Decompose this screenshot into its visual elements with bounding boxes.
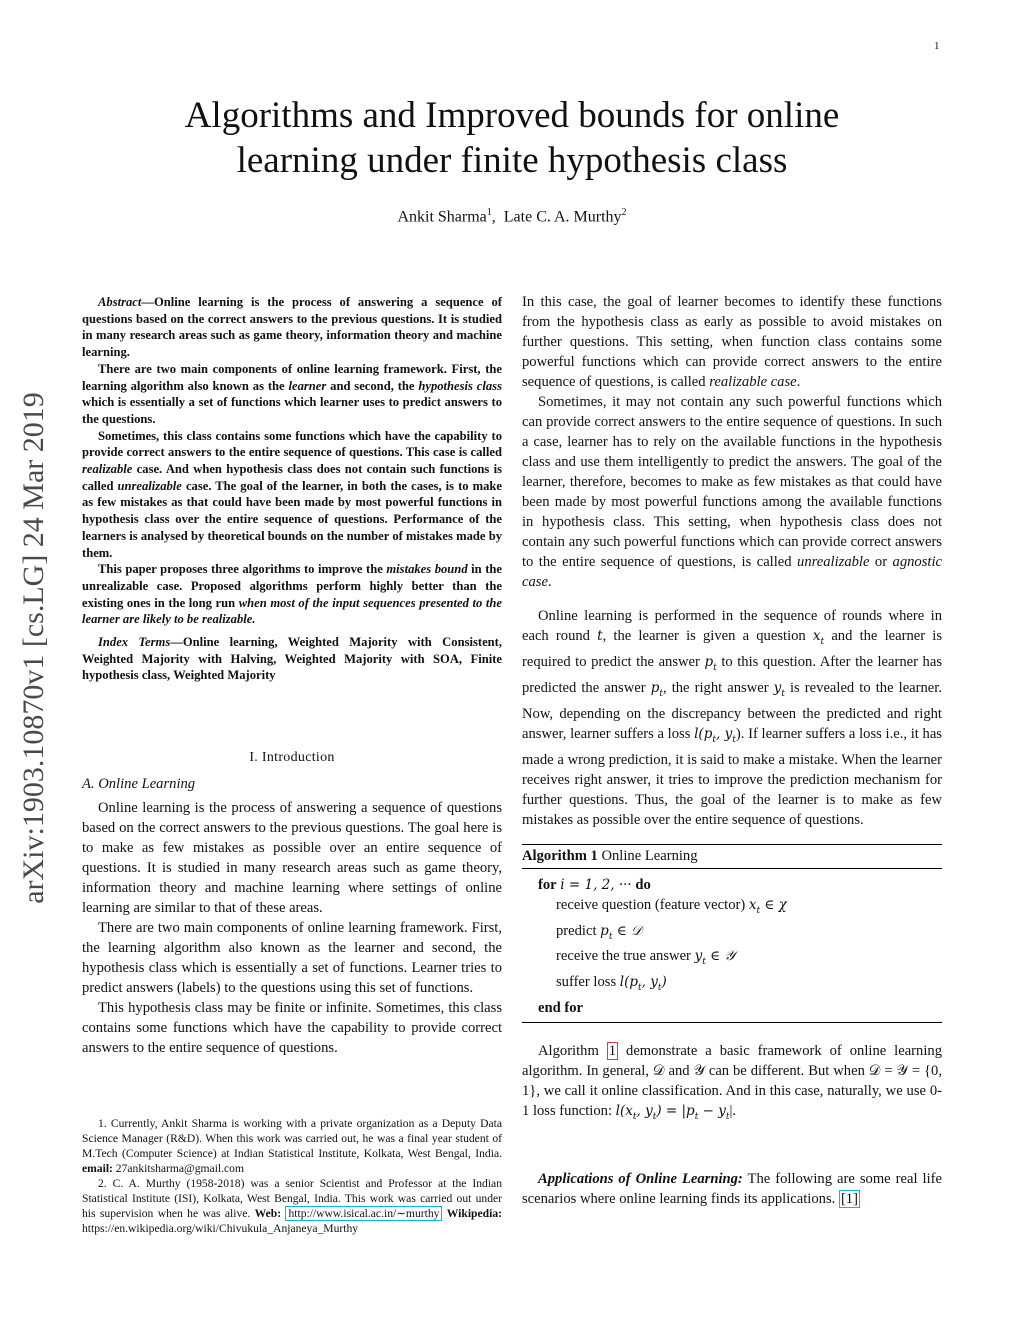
- page-number: 1: [934, 40, 940, 52]
- algo-l3-math: y: [694, 948, 703, 965]
- applications-paragraph: [522, 1169, 942, 1209]
- abstract-p2c: which is essentially a set of functions which learner uses to predict answers to the questions.: [82, 395, 502, 426]
- after-a1: Algorithm: [538, 1043, 607, 1060]
- abstract-p2b: and second, the: [326, 378, 419, 393]
- abstract-label: Abstract: [98, 295, 142, 309]
- math-loss: l(p: [694, 725, 713, 742]
- algorithm-label: Algorithm 1: [522, 847, 598, 864]
- p3-5: , the right answer: [662, 679, 774, 696]
- algo-line-2: predict $p_t$ ∈ 𝒟: [556, 922, 642, 942]
- title-line-1: Algorithms and Improved bounds for online: [184, 95, 840, 136]
- for-condition: i = 1, 2, ···: [560, 876, 632, 893]
- citation-1-link[interactable]: [1]: [840, 1191, 858, 1208]
- or-word: or: [869, 554, 893, 570]
- math-t: t: [597, 628, 603, 644]
- intro-p1: Online learning is the process of answering a sequence of questions based on the correct answers to the previous questions. The goal here is to make as few mistakes as possible over an entire sequence of questions. It is studied in many research areas such as game theory, information theory and machine learning where settings of online learning are similar to that of these areas.: [82, 800, 502, 916]
- algo-l3-tail: ∈ 𝒴: [705, 948, 735, 965]
- subsection-heading: A. Online Learning: [82, 776, 196, 792]
- applications-text: The following are some real life scenarios where online learning finds its applications.: [522, 1171, 942, 1208]
- p3-6: is revealed to the learner. Now, depending on the discrepancy between the predicted and right answer, learner suffers a loss: [522, 679, 942, 742]
- algo-line-3: receive the true answer $y_t$ ∈ 𝒴: [556, 948, 735, 968]
- algo-l4: suffer loss: [556, 974, 620, 991]
- right-p1-end: .: [796, 374, 801, 390]
- algorithm-box: [522, 844, 942, 1024]
- algorithm-1-ref-link[interactable]: 1: [608, 1043, 617, 1060]
- after-a2: demonstrate a basic framework of online learning algorithm. In general, 𝒟 and 𝒴 can be different. But when 𝒟 = 𝒴 = {0, 1}, we call it online classification. And in this case, naturally, we use 0-1 loss function:: [522, 1043, 942, 1120]
- right-p1: [522, 292, 942, 392]
- right-p1-text: In this case, the goal of learner becomes to identify these functions from the hypothesis class as early as possible to avoid mistakes on further questions. This setting, when function class contains some powerful functions which can provide correct answers to the entire sequence of questions, is called: [522, 294, 942, 390]
- abstract-p3b: case. And when hypothesis class does not contain such functions is called: [82, 462, 502, 493]
- algo-l1: receive question (feature vector): [556, 896, 749, 913]
- abstract-hypothesis: hypothesis class: [418, 378, 502, 393]
- author-2-affil: 2: [621, 207, 627, 218]
- footnote-2-text: 2. C. A. Murthy (1958-2018) was a senior Scientist and Professor at the Indian Statistical Institute (ISI), Kolkata, West Bengal, India. This work was carried out under his supervision when he was alive.: [82, 1177, 502, 1220]
- algorithm-header: [522, 845, 942, 869]
- right-p2-end: .: [547, 574, 552, 590]
- footnote-wiki-label: Wikipedia:: [446, 1207, 502, 1220]
- after-a5: − y: [698, 1103, 726, 1120]
- after-a6: |.: [729, 1103, 737, 1120]
- after-a4: ) = |p: [656, 1103, 695, 1120]
- algo-line-1: receive question (feature vector) $x_t$ ∈ χ: [556, 896, 787, 916]
- footnotes: [82, 1116, 502, 1236]
- author-list: [0, 207, 1024, 226]
- realizable-case: realizable case: [709, 374, 797, 390]
- agnostic-case: agnostic case: [522, 554, 942, 590]
- arxiv-id: arXiv:1903.10870v1 [cs.LG] 24 Mar 2019: [17, 392, 50, 904]
- abstract-mistakes-bound: mistakes bound: [386, 562, 468, 577]
- endfor-keyword: end for: [538, 1000, 583, 1017]
- algorithm-body: [522, 869, 942, 1023]
- intro-p2: There are two main components of online learning framework. First, the learning algorithm also known as the learner and second, the hypothesis class which is essentially a set of functions. Learner tries to predict answers (labels) to the questions using this set of functions.: [82, 920, 502, 996]
- p3-7: ). If learner suffers a loss i.e., it has made a wrong prediction, it is said to make a mistake. When the learner receives right answer, it tries to improve the prediction mechanism for further questions. Thus, the goal of the learner is to make as few mistakes as possible over the entire sequence of questions.: [522, 725, 942, 828]
- footnote-web-label: Web:: [254, 1207, 282, 1220]
- algo-l1-tail: ∈ χ: [760, 896, 787, 913]
- footnote-1: [82, 1116, 502, 1176]
- abstract-realizable: realizable: [82, 462, 133, 477]
- author-separator: ,: [491, 208, 504, 226]
- algorithm-name: Online Learning: [601, 847, 698, 864]
- abstract-unrealizable: unrealizable: [117, 478, 182, 493]
- algo-l2-math: p: [600, 922, 609, 939]
- wikipedia-link[interactable]: https://en.wikipedia.org/wiki/Chivukula_Anjaneya_Murthy: [82, 1222, 359, 1235]
- math-pt: p: [704, 653, 714, 670]
- author-1: Ankit Sharma: [397, 208, 487, 226]
- section-heading: I. Introduction: [249, 750, 335, 765]
- applications-colon: :: [737, 1171, 743, 1188]
- applications-heading: Applications of Online Learning: [538, 1171, 738, 1188]
- right-p2-text: Sometimes, it may not contain any such powerful functions which can provide correct answers to the entire sequence of questions. In such a case, learner has to rely on the available functions in the hypothesis class and use them intelligently to predict the answers. The goal of the learner, therefore, becomes to make as few mistakes as that could have been made by most powerful functions among the available functions in hypothesis class. This setting, when hypothesis class does not contain any such powerful functions which can provide correct answers to the entire sequence of questions, is called: [522, 394, 942, 570]
- p3-3: and the learner is required to predict the answer: [522, 628, 943, 670]
- index-terms: —Online learning, Weighted Majority with Consistent, Weighted Majority with Halving, Weighted Majority with SOA, Finite hypothesis class, Weighted Majority: [82, 635, 503, 683]
- abstract-learner: learner: [288, 378, 327, 393]
- algo-l4-math: l(p: [619, 974, 639, 991]
- p3-2: , the learner is given a question: [602, 628, 813, 644]
- algo-l2-tail: ∈ 𝒟: [612, 922, 642, 939]
- murthy-web-link[interactable]: http://www.isical.ac.in/∼murthy: [285, 1206, 442, 1221]
- footnote-email-label: email:: [82, 1162, 113, 1175]
- title-line-2: learning under finite hypothesis class: [236, 140, 788, 181]
- algo-endfor: [538, 998, 942, 1018]
- footnote-email: 27ankitsharma@gmail.com: [112, 1162, 244, 1175]
- algo-for-line: [538, 875, 942, 895]
- author-1-affil: 1: [486, 207, 492, 218]
- right-p3: Online learning is performed in the sequence of rounds where in each round t, the learner is given a question $x_t$ and the learner is required to predict the answer $p_t$ to this question. After the learner has predicted the answer $p_t$, the right answer $y_t$ is revealed to the learner. Now, depending on the discrepancy between the predicted and right answer, learner suffers a loss $l(p_t$, $y_t$). If learner suffers a loss i.e., it has made a wrong prediction, it is said to make a mistake. When the learner receives right answer, it tries to improve the prediction mechanism for further questions. Thus, the goal of the learner is to make as few mistakes as possible over the entire sequence of questions.: [522, 608, 943, 828]
- abstract: [82, 294, 502, 684]
- abstract-p4b: in the unrealizable case. Proposed algorithms perform highly better than the existing ones in the long run: [82, 562, 503, 610]
- algo-line-4: suffer loss $l(p_t$, $y_t$): [556, 974, 667, 994]
- do-keyword: do: [635, 876, 651, 893]
- right-p2: [522, 392, 942, 592]
- abstract-p4-italic: when most of the input sequences presented to the learner are likely to be realizable.: [82, 595, 502, 627]
- abstract-p2a: There are two main components of online learning framework. First, the learning algorithm also known as the: [82, 361, 502, 393]
- unrealizable-term: unrealizable: [797, 554, 870, 570]
- abstract-p4a: This paper proposes three algorithms to improve the: [98, 562, 387, 577]
- abstract-p3c: case. The goal of the learner, in both the cases, is to make as few mistakes as that could have been made by most powerful functions in hypothesis class over the entire sequence of questions. Performance of the learners is analysed by theoretical bounds on the number of mistakes made by them.: [82, 478, 502, 560]
- right-column: [522, 292, 942, 1209]
- index-terms-label: Index Terms: [98, 635, 171, 650]
- math-pt-2: p: [650, 679, 660, 696]
- algo-l1-math: x: [748, 896, 757, 913]
- after-algorithm-paragraph: Algorithm 1 demonstrate a basic framework of online learning algorithm. In general, 𝒟 and 𝒴 can be different. But when 𝒟 = 𝒴 = {0, 1}, we call it online classification. And in this case, naturally, we use 0-1 loss function: $l(x_t$, $y_t) = |p_t - y_t|$.: [522, 1043, 942, 1123]
- abstract-p3a: Sometimes, this class contains some functions which have the capability to provide correct answers to the entire sequence of questions. This case is called: [82, 428, 502, 460]
- p3-4: to this question. After the learner has predicted the answer: [522, 653, 942, 696]
- algo-l2: predict: [556, 922, 601, 939]
- author-2: Late C. A. Murthy: [503, 208, 622, 226]
- arxiv-watermark: [14, 348, 54, 948]
- footnote-1-text: 1. Currently, Ankit Sharma is working with a private organization as a Deputy Data Science Manager (R&D). When this work was carried out, he was a final year student of M.Tech (Computer Science) at Indian Statistical Institute, Kolkata, West Bengal, India.: [82, 1117, 502, 1160]
- math-xt: x: [812, 628, 821, 644]
- after-a3: l(x: [615, 1103, 633, 1120]
- paper-title: [0, 93, 1024, 183]
- math-yt: y: [773, 679, 782, 696]
- for-keyword: for: [538, 876, 557, 893]
- intro-section: [82, 748, 502, 1058]
- abstract-p1: —Online learning is the process of answering a sequence of questions based on the correct answers to the previous questions. It is studied in many research areas such as game theory, information theory and machine learning.: [82, 295, 502, 360]
- intro-p3: This hypothesis class may be finite or infinite. Sometimes, this class contains some functions which have the capability to provide correct answers to the entire sequence of questions.: [82, 1000, 502, 1056]
- algo-l3: receive the true answer: [556, 948, 695, 965]
- p3-1: Online learning is performed in the sequence of rounds where in each round: [522, 608, 942, 644]
- footnote-2: [82, 1176, 502, 1236]
